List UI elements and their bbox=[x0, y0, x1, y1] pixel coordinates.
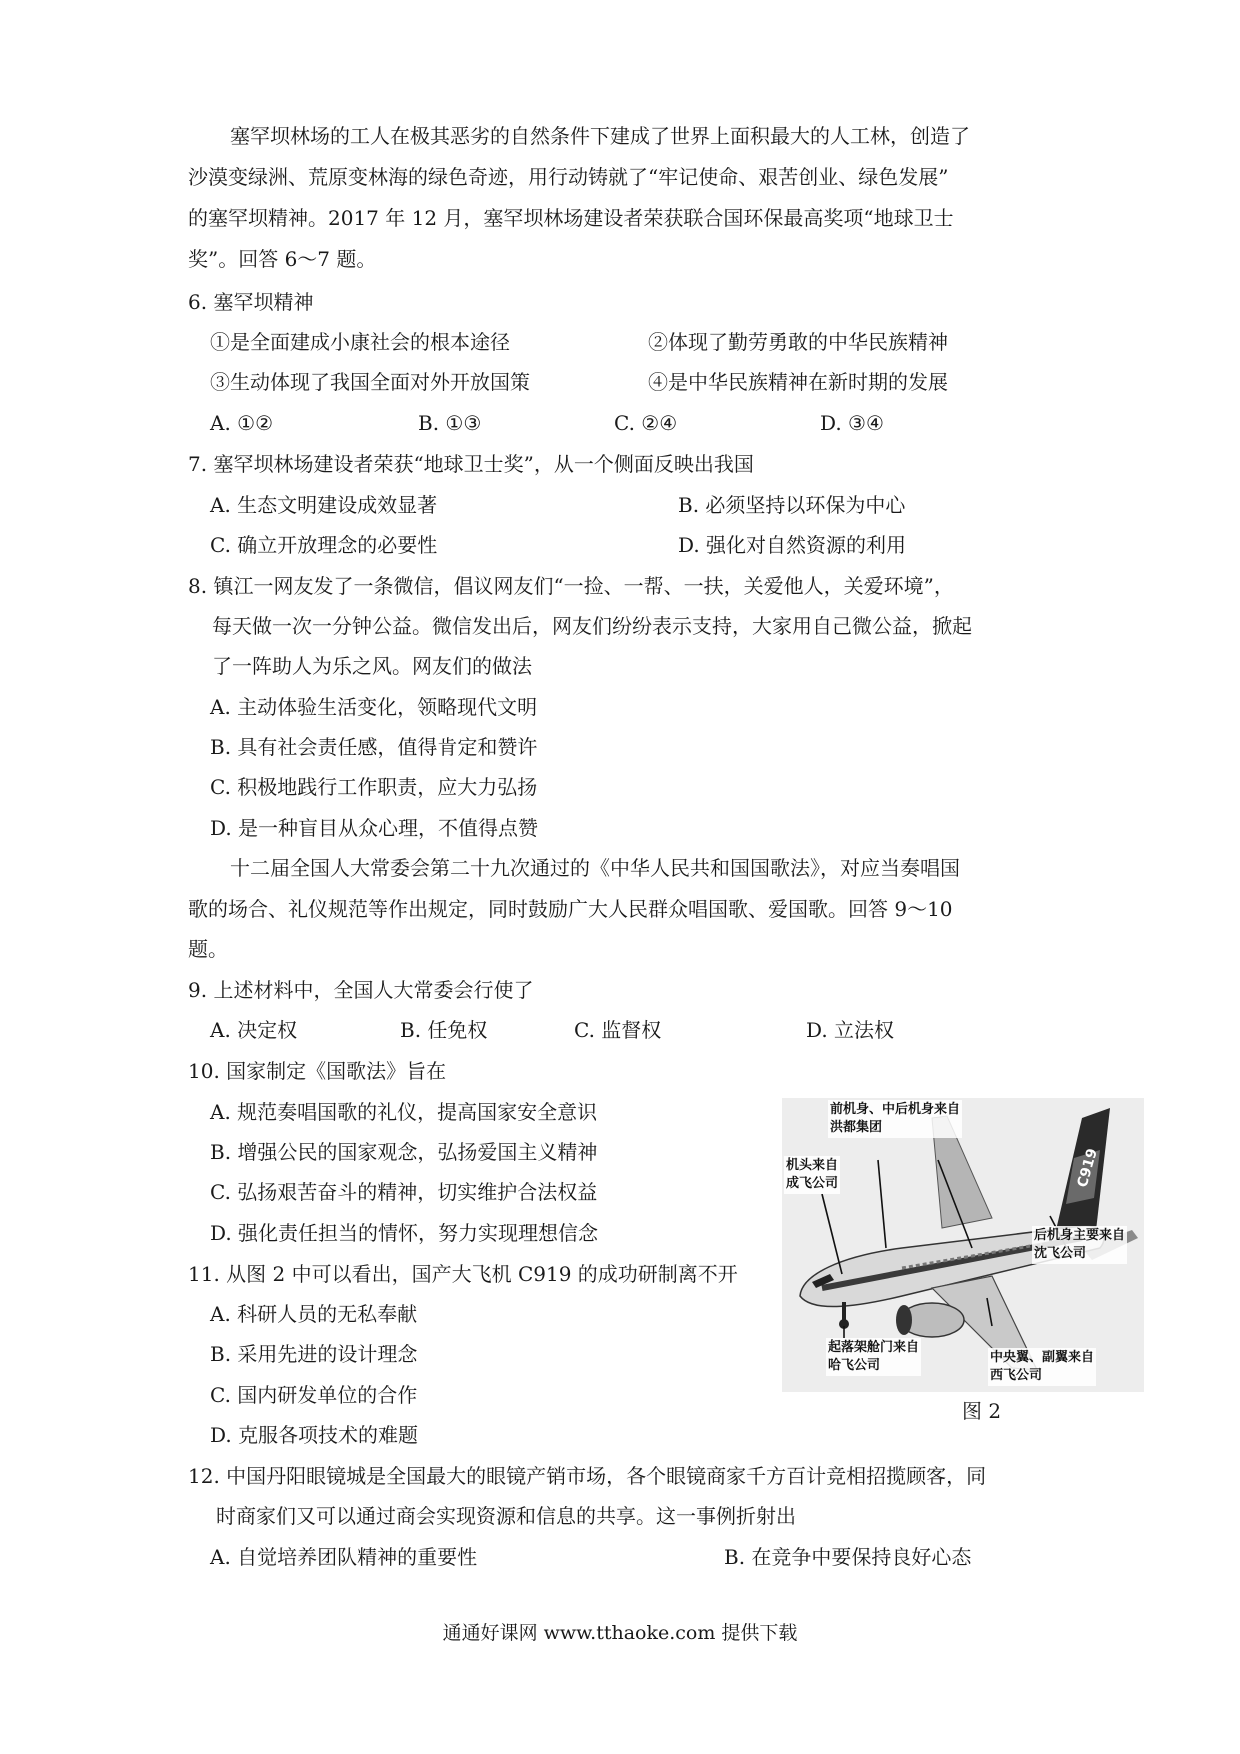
option-b: B. ①③ bbox=[418, 411, 482, 435]
passage-1-line: 塞罕坝林场的工人在极其恶劣的自然条件下建成了世界上面积最大的人工林，创造了 bbox=[230, 124, 970, 148]
callout-line: 西飞公司 bbox=[990, 1368, 1043, 1383]
passage-2-line: 十二届全国人大常委会第二十九次通过的《中华人民共和国国歌法》，对应当奏唱国 bbox=[230, 856, 960, 880]
option-c: C. 弘扬艰苦奋斗的精神，切实维护合法权益 bbox=[210, 1180, 598, 1204]
option-a: A. 生态文明建设成效显著 bbox=[210, 493, 438, 517]
option-b: B. 采用先进的设计理念 bbox=[210, 1342, 418, 1366]
statement-2: ②体现了勤劳勇敢的中华民族精神 bbox=[648, 330, 948, 354]
figure-caption: 图 2 bbox=[962, 1399, 1002, 1423]
question-stem: 7. 塞罕坝林场建设者荣获“地球卫士奖”，从一个侧面反映出我国 bbox=[188, 452, 754, 476]
statement-4: ④是中华民族精神在新时期的发展 bbox=[648, 370, 948, 394]
option-b: B. 必须坚持以环保为中心 bbox=[678, 493, 906, 517]
c919-figure bbox=[782, 1098, 1144, 1392]
option-a: A. 规范奏唱国歌的礼仪，提高国家安全意识 bbox=[210, 1100, 598, 1124]
callout-gear-door bbox=[826, 1338, 921, 1376]
question-stem-line: 每天做一次一分钟公益。微信发出后，网友们纷纷表示支持，大家用自己微公益，掀起 bbox=[212, 614, 972, 638]
question-stem-line: 8. 镇江一网友发了一条微信，倡议网友们“一捡、一帮、一扶，关爱他人，关爱环境”， bbox=[188, 574, 954, 598]
passage-1-line: 的塞罕坝精神。2017 年 12 月，塞罕坝林场建设者荣获联合国环保最高奖项“地球卫士 bbox=[188, 206, 954, 230]
callout-line: 沈飞公司 bbox=[1034, 1246, 1087, 1261]
option-c: C. 国内研发单位的合作 bbox=[210, 1383, 418, 1407]
passage-1-line: 奖”。回答 6～7 题。 bbox=[188, 247, 377, 271]
callout-line: 前机身、中后机身来自 bbox=[830, 1102, 961, 1117]
question-stem: 6. 塞罕坝精神 bbox=[188, 290, 314, 314]
callout-line: 起落架舱门来自 bbox=[828, 1340, 920, 1355]
option-b: B. 在竞争中要保持良好心态 bbox=[724, 1545, 972, 1569]
callout-line: 哈飞公司 bbox=[828, 1358, 881, 1373]
callout-front-body bbox=[828, 1100, 962, 1138]
option-d: D. ③④ bbox=[820, 411, 884, 435]
option-c: C. 确立开放理念的必要性 bbox=[210, 533, 438, 557]
callout-line: 机头来自 bbox=[786, 1158, 839, 1173]
question-stem: 9. 上述材料中，全国人大常委会行使了 bbox=[188, 978, 534, 1002]
option-a: A. 主动体验生活变化，领略现代文明 bbox=[210, 695, 538, 719]
passage-2-line: 题。 bbox=[188, 937, 228, 961]
passage-2-line: 歌的场合、礼仪规范等作出规定，同时鼓励广大人民群众唱国歌、爱国歌。回答 9～10 bbox=[188, 897, 953, 921]
callout-rear-body bbox=[1032, 1226, 1127, 1264]
option-c: C. 积极地践行工作职责，应大力弘扬 bbox=[210, 775, 538, 799]
option-d: D. 强化对自然资源的利用 bbox=[678, 533, 907, 557]
option-b: B. 任免权 bbox=[400, 1018, 488, 1042]
option-b: B. 具有社会责任感，值得肯定和赞许 bbox=[210, 735, 538, 759]
option-a: A. ①② bbox=[210, 411, 274, 435]
page-footer: 通通好课网 www.tthaoke.com 提供下载 bbox=[442, 1622, 798, 1644]
option-a: A. 科研人员的无私奉献 bbox=[210, 1302, 418, 1326]
callout-line: 后机身主要来自 bbox=[1034, 1228, 1126, 1243]
option-b: B. 增强公民的国家观念，弘扬爱国主义精神 bbox=[210, 1140, 598, 1164]
question-stem-line: 时商家们又可以通过商会实现资源和信息的共享。这一事例折射出 bbox=[216, 1504, 796, 1528]
question-stem-line: 了一阵助人为乐之风。网友们的做法 bbox=[212, 654, 532, 678]
callout-nose bbox=[784, 1156, 840, 1194]
option-d: D. 克服各项技术的难题 bbox=[210, 1423, 419, 1447]
option-c: C. ②④ bbox=[614, 411, 678, 435]
question-stem: 10. 国家制定《国歌法》旨在 bbox=[188, 1059, 447, 1083]
option-c: C. 监督权 bbox=[574, 1018, 662, 1042]
passage-1-line: 沙漠变绿洲、荒原变林海的绿色奇迹，用行动铸就了“牢记使命、艰苦创业、绿色发展” bbox=[188, 165, 949, 189]
option-d: D. 强化责任担当的情怀，努力实现理想信念 bbox=[210, 1221, 599, 1245]
callout-line: 成飞公司 bbox=[786, 1176, 839, 1191]
option-a: A. 决定权 bbox=[210, 1018, 298, 1042]
question-stem: 11. 从图 2 中可以看出，国产大飞机 C919 的成功研制离不开 bbox=[188, 1262, 738, 1286]
tail-mark: C919 bbox=[1074, 1146, 1101, 1190]
statement-3: ③生动体现了我国全面对外开放国策 bbox=[210, 370, 530, 394]
callout-line: 中央翼、副翼来自 bbox=[990, 1350, 1095, 1365]
option-d: D. 立法权 bbox=[806, 1018, 895, 1042]
statement-1: ①是全面建成小康社会的根本途径 bbox=[210, 330, 510, 354]
question-stem-line: 12. 中国丹阳眼镜城是全国最大的眼镜产销市场，各个眼镜商家千方百计竞相招揽顾客，同 bbox=[188, 1464, 987, 1488]
option-a: A. 自觉培养团队精神的重要性 bbox=[210, 1545, 478, 1569]
callout-line: 洪都集团 bbox=[830, 1120, 883, 1135]
option-d: D. 是一种盲目从众心理，不值得点赞 bbox=[210, 816, 539, 840]
callout-wing bbox=[988, 1348, 1096, 1386]
